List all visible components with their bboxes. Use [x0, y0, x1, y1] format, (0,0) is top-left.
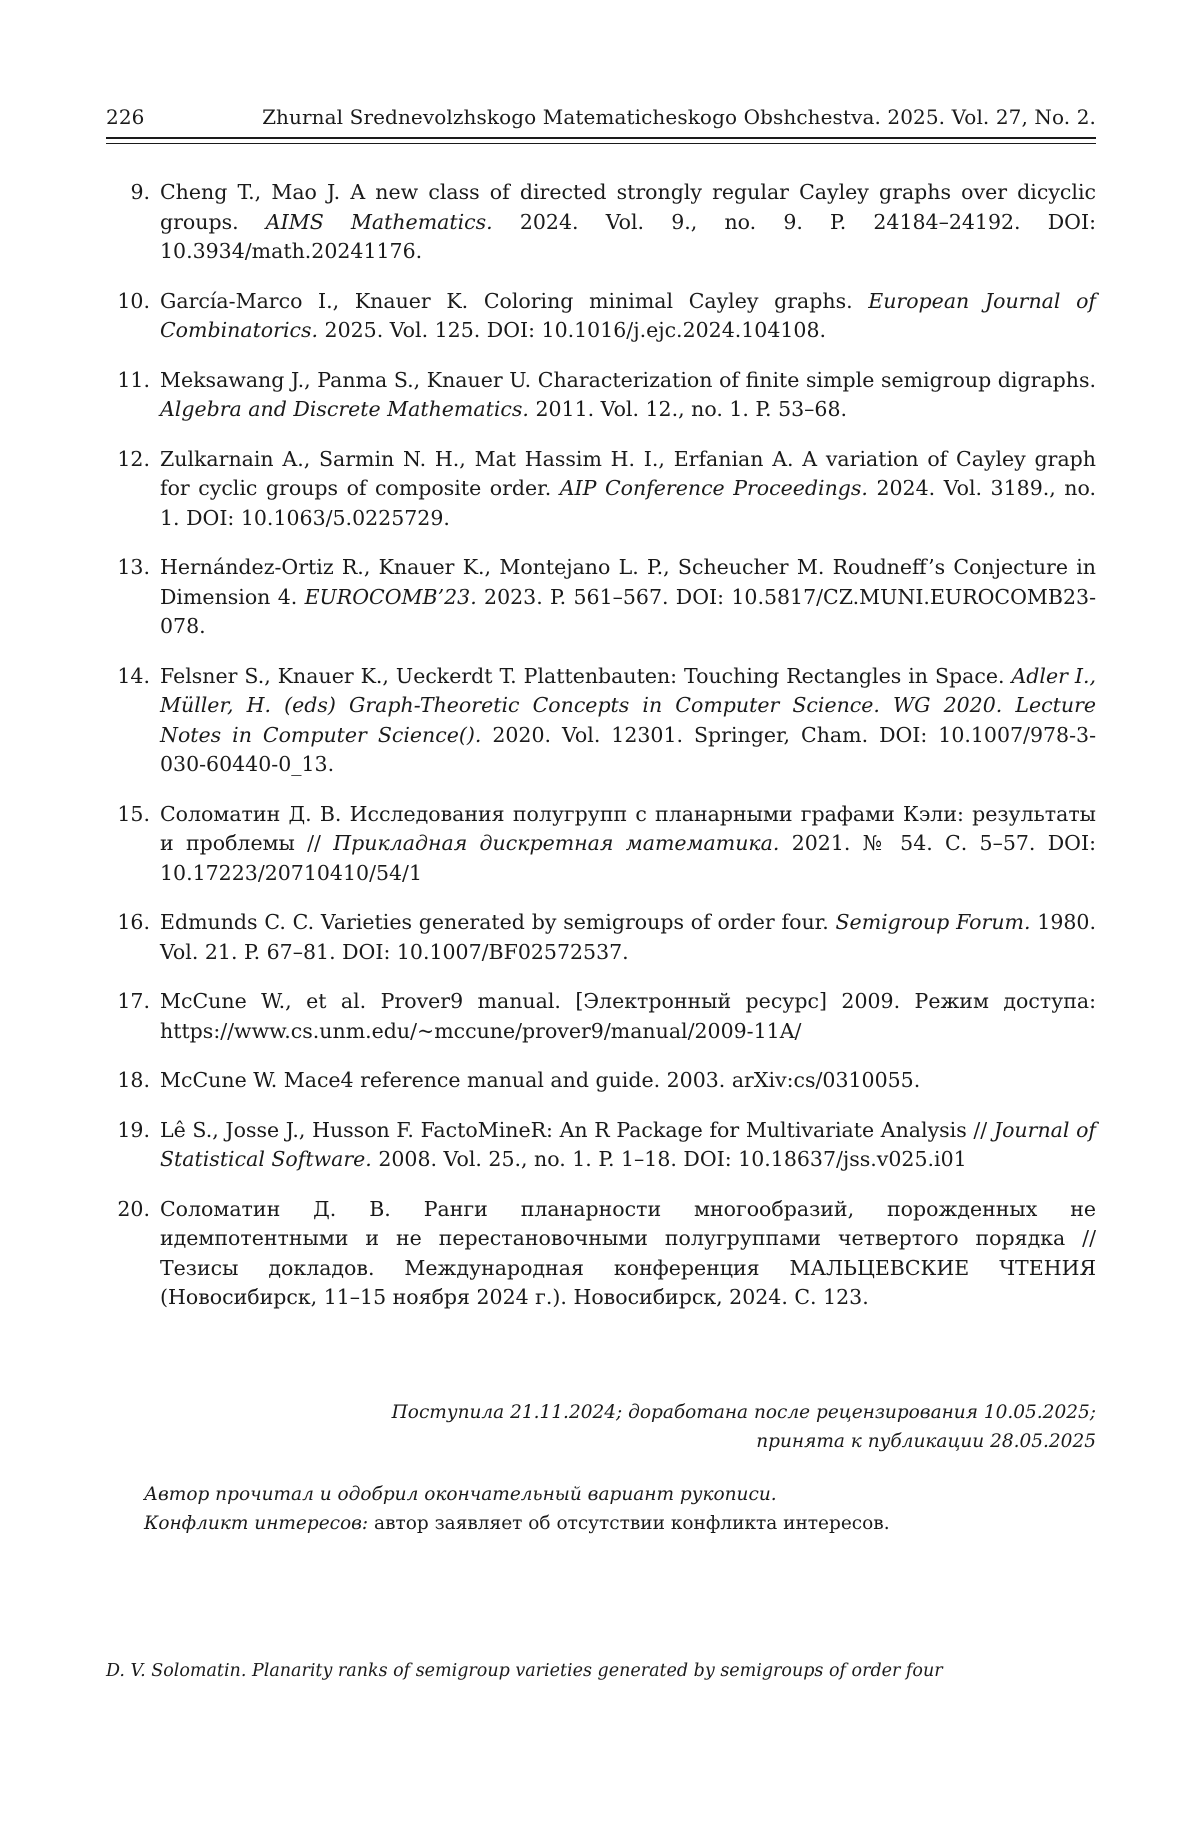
reference-text-plain: Meksawang J., Panma S., Knauer U. Characterization of finite simple semigroup digraphs. — [160, 367, 1096, 392]
reference-source-italic: Adler I., Müller, H. (eds) Graph-Theoretic Concepts in Computer Science. WG 2020. Lecture Notes in Computer Science(). — [160, 663, 1096, 747]
reference-number: 15. — [117, 801, 150, 826]
reference-number: 16. — [117, 910, 150, 934]
reference-item — [106, 908, 1096, 967]
dates-line-1: Поступила 21.11.2024; доработана после рецензирования 10.05.2025; — [391, 1402, 1096, 1423]
reference-text-plain: Соломатин Д. В. Ранги планарности многообразий, порожденных не идемпотентными и не перестановочными полугруппами четвертого порядка // Тезисы докладов. Международная конференция МАЛЬЦЕВСКИЕ ЧТЕНИЯ (Новосибирск, 11–15 ноября 2024 г.). Новосибирск, 2024. С. 123. — [160, 1196, 1096, 1309]
reference-text-tail: 1980. Vol. 21. P. 67–81. DOI: 10.1007/BF02572537. — [160, 910, 1096, 964]
reference-number: 18. — [117, 1068, 150, 1092]
reference-source-italic: AIMS Mathematics. — [265, 209, 493, 234]
conflict-label: Конфликт интересов: — [144, 1513, 369, 1534]
reference-text — [160, 287, 1096, 346]
reference-text-tail: 2024. Vol. 3189., no. 1. DOI: 10.1063/5.0225729. — [160, 476, 1096, 530]
running-head — [106, 105, 1096, 137]
author-notes — [144, 1480, 1096, 1538]
reference-item — [106, 178, 1096, 267]
reference-text-plain: Zulkarnain A., Sarmin N. H., Mat Hassim H. I., Erfanian A. A variation of Cayley graph for cyclic groups of composite order. — [160, 446, 1096, 500]
reference-text-tail: 2025. Vol. 125. DOI: 10.1016/j.ejc.2024.104108. — [318, 318, 827, 342]
conflict-text: автор заявляет об отсутствии конфликта интересов. — [368, 1513, 890, 1534]
reference-text-tail: 2024. Vol. 9., no. 9. P. 24184–24192. DOI: 10.3934/math.20241176. — [160, 209, 1096, 263]
reference-source-italic: Прикладная дискретная математика. — [333, 831, 780, 855]
reference-source-italic: AIP Conference Proceedings. — [559, 476, 868, 500]
reference-item — [106, 1116, 1096, 1175]
reference-text — [160, 908, 1096, 967]
reference-text — [160, 178, 1096, 267]
reference-text-tail: 2021. № 54. С. 5–57. DOI: 10.17223/20710410/54/1 — [160, 831, 1096, 885]
reference-item — [106, 662, 1096, 780]
reference-text — [160, 553, 1096, 642]
reference-text-tail: 2020. Vol. 12301. Springer, Cham. DOI: 10.1007/978-3-030-60440-0_13. — [160, 722, 1096, 776]
reference-number: 20. — [117, 1196, 150, 1221]
reference-text-tail: 2023. P. 561–567. DOI: 10.5817/CZ.MUNI.EUROCOMB23-078. — [160, 584, 1096, 638]
reference-source-italic: Journal of Statistical Software. — [160, 1117, 1096, 1171]
reference-text — [160, 1195, 1096, 1313]
reference-text-plain: McCune W. Mace4 reference manual and guide. 2003. arXiv:cs/0310055. — [160, 1068, 921, 1092]
reference-text — [160, 800, 1096, 889]
conflict-note — [144, 1509, 1096, 1538]
footer-citation: D. V. Solomatin. Planarity ranks of semigroup varieties generated by semigroups of order four — [106, 1661, 943, 1681]
reference-text — [160, 1066, 1096, 1096]
reference-text — [160, 662, 1096, 780]
reference-text-plain: Lê S., Josse J., Husson F. FactoMineR: An R Package for Multivariate Analysis // — [160, 1117, 994, 1142]
reference-item — [106, 987, 1096, 1046]
header-rule-thick — [106, 137, 1096, 139]
reference-source-italic: EUROCOMB’23. — [304, 584, 477, 609]
journal-title: Zhurnal Srednevolzhskogo Matematicheskogo Obshchestva. 2025. Vol. 27, No. 2. — [262, 105, 1096, 129]
reference-number: 12. — [117, 446, 150, 471]
reference-number: 10. — [117, 288, 150, 313]
reference-text — [160, 987, 1096, 1046]
reference-text-plain: Соломатин Д. В. Исследования полугрупп с планарными графами Кэли: результаты и проблемы // — [160, 801, 1096, 855]
reference-text-plain: McCune W., et al. Prover9 manual. [Электронный ресурс] 2009. Режим доступа: https://www.cs.unm.edu/~mccune/prover9/manual/2009-11A/ — [160, 989, 1096, 1043]
reference-number: 13. — [117, 555, 150, 579]
reference-text-plain: Hernández-Ortiz R., Knauer K., Montejano L. P., Scheucher M. Roudneff’s Conjecture in Dimension 4. — [160, 555, 1096, 609]
reference-item — [106, 1066, 1096, 1096]
reference-item — [106, 553, 1096, 642]
submission-dates — [300, 1398, 1096, 1456]
reference-item — [106, 287, 1096, 346]
reference-list — [106, 178, 1096, 1333]
header-rule-thin — [106, 143, 1096, 144]
reference-number: 17. — [117, 989, 150, 1013]
page-number: 226 — [106, 105, 145, 129]
reference-source-italic: Semigroup Forum. — [835, 910, 1031, 934]
dates-line-2: принята к публикации 28.05.2025 — [756, 1431, 1096, 1452]
reference-number: 11. — [117, 367, 150, 392]
reference-item — [106, 445, 1096, 534]
reference-text-plain: García-Marco I., Knauer K. Coloring minimal Cayley graphs. — [160, 288, 869, 313]
reference-source-italic: Algebra and Discrete Mathematics. — [160, 397, 529, 421]
reference-text-tail: 2011. Vol. 12., no. 1. P. 53–68. — [528, 397, 848, 421]
reference-text — [160, 1116, 1096, 1175]
reference-text-plain: Edmunds C. C. Varieties generated by semigroups of order four. — [160, 910, 836, 934]
reference-text-tail: 2008. Vol. 25., no. 1. P. 1–18. DOI: 10.18637/jss.v025.i01 — [371, 1147, 967, 1171]
reference-item — [106, 366, 1096, 425]
reference-text-plain: Felsner S., Knauer K., Ueckerdt T. Plattenbauten: Touching Rectangles in Space. — [160, 663, 1012, 688]
reference-text — [160, 366, 1096, 425]
reference-text-plain: Cheng T., Mao J. A new class of directed strongly regular Cayley graphs over dicyclic groups. — [160, 180, 1096, 234]
approval-note: Автор прочитал и одобрил окончательный вариант рукописи. — [144, 1484, 777, 1505]
reference-number: 19. — [117, 1117, 150, 1142]
reference-source-italic: European Journal of Combinatorics. — [160, 288, 1096, 342]
reference-text — [160, 445, 1096, 534]
reference-item — [106, 1195, 1096, 1313]
reference-number: 14. — [117, 663, 150, 688]
reference-item — [106, 800, 1096, 889]
reference-number: 9. — [130, 180, 150, 204]
